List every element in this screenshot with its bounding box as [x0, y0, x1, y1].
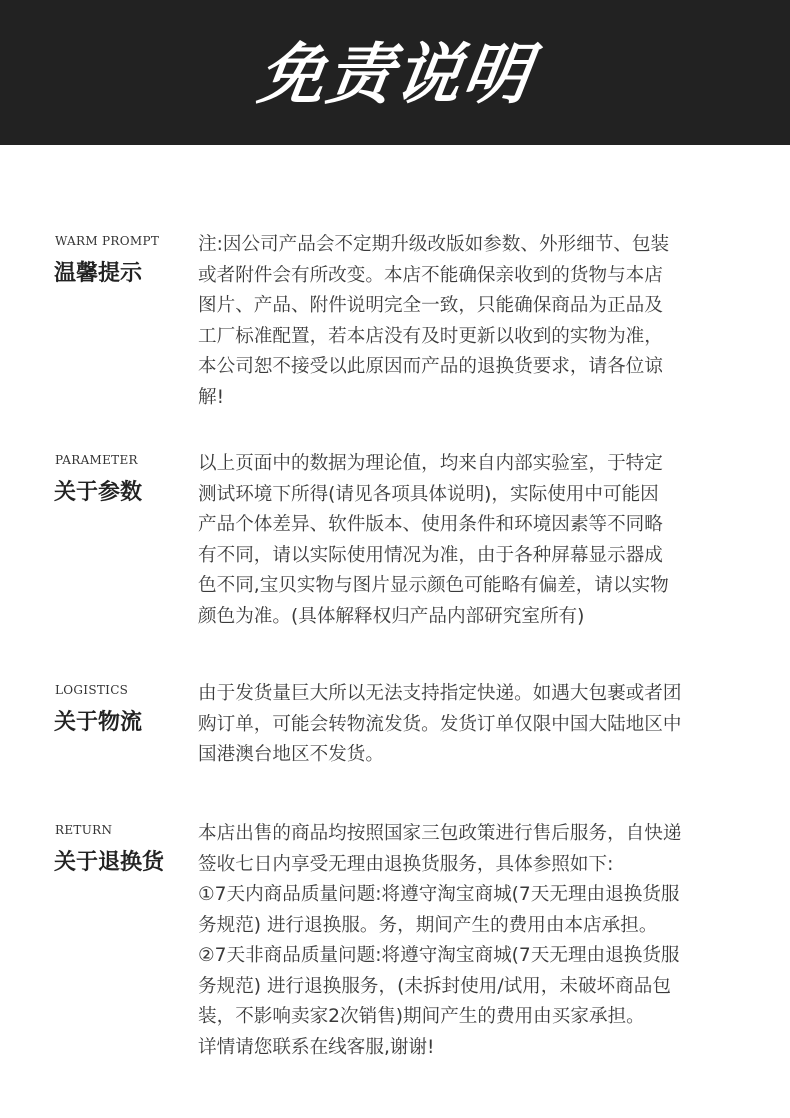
body-line: 注:因公司产品会不定期升级改版如参数、外形细节、包装: [198, 234, 670, 255]
body-line: 以上页面中的数据为理论值，均来自内部实验室，于特定: [198, 453, 663, 474]
body-line: 由于发货量巨大所以无法支持指定快递。如遇大包裹或者团: [198, 683, 682, 704]
body-line: 有不同，请以实际使用情况为准，由于各种屏幕显示器成: [198, 544, 663, 566]
body-line: 产品个体差异、软件版本、使用条件和环境因素等不同略: [198, 514, 663, 535]
section-body: [198, 449, 760, 632]
section-body: [198, 679, 760, 771]
section-en-label: RETURN: [55, 823, 113, 837]
section-cn-label: 关于物流: [54, 710, 143, 735]
body-line: 本公司恕不接受以此原因而产品的退换货要求，请各位谅: [198, 356, 663, 377]
page-title: 免责说明: [253, 36, 537, 113]
body-line: 或者附件会有所改变。本店不能确保亲收到的货物与本店: [198, 264, 663, 286]
section-cn-label: 温馨提示: [54, 261, 143, 286]
body-line: 签收七日内享受无理由退换货服务，具体参照如下:: [198, 853, 614, 875]
header-banner: [0, 0, 790, 145]
body-line: 工厂标准配置，若本店没有及时更新以收到的实物为准，: [198, 325, 663, 347]
body-line: 务规范) 进行退换服务，(未拆封使用/试用，未破坏商品包: [198, 975, 671, 997]
section-en-label: LOGISTICS: [55, 683, 129, 697]
body-line: 购订单，可能会转物流发货。发货订单仅限中国大陆地区中: [198, 713, 682, 735]
body-line: 颜色为准。(具体解释权归产品内部研究室所有): [198, 605, 585, 627]
body-line: ②7天非商品质量问题:将遵守淘宝商城(7天无理由退换货服: [198, 945, 680, 966]
body-line: 国港澳台地区不发货。: [198, 744, 384, 765]
body-line: 务规范) 进行退换服。务，期间产生的费用由本店承担。: [198, 914, 658, 936]
body-line: 本店出售的商品均按照国家三包政策进行售后服务，自快递: [198, 823, 682, 844]
section-en-label: PARAMETER: [55, 453, 138, 467]
section-cn-label: 关于退换货: [54, 850, 165, 875]
body-line: 色不同,宝贝实物与图片显示颜色可能略有偏差，请以实物: [198, 575, 669, 596]
body-line: 图片、产品、附件说明完全一致，只能确保商品为正品及: [198, 295, 663, 316]
body-line: 装，不影响卖家2次销售)期间产生的费用由买家承担。: [198, 1006, 645, 1027]
body-line: 解!: [198, 386, 225, 408]
section-cn-label: 关于参数: [54, 480, 143, 505]
section-en-label: WARM PROMPT: [55, 234, 160, 248]
body-line: 详情请您联系在线客服,谢谢!: [198, 1036, 435, 1058]
section-body: [198, 230, 760, 413]
body-line: 测试环境下所得(请见各项具体说明)，实际使用中可能因: [198, 483, 659, 505]
body-line: ①7天内商品质量问题:将遵守淘宝商城(7天无理由退换货服: [198, 884, 680, 905]
section-body: [198, 819, 760, 1063]
